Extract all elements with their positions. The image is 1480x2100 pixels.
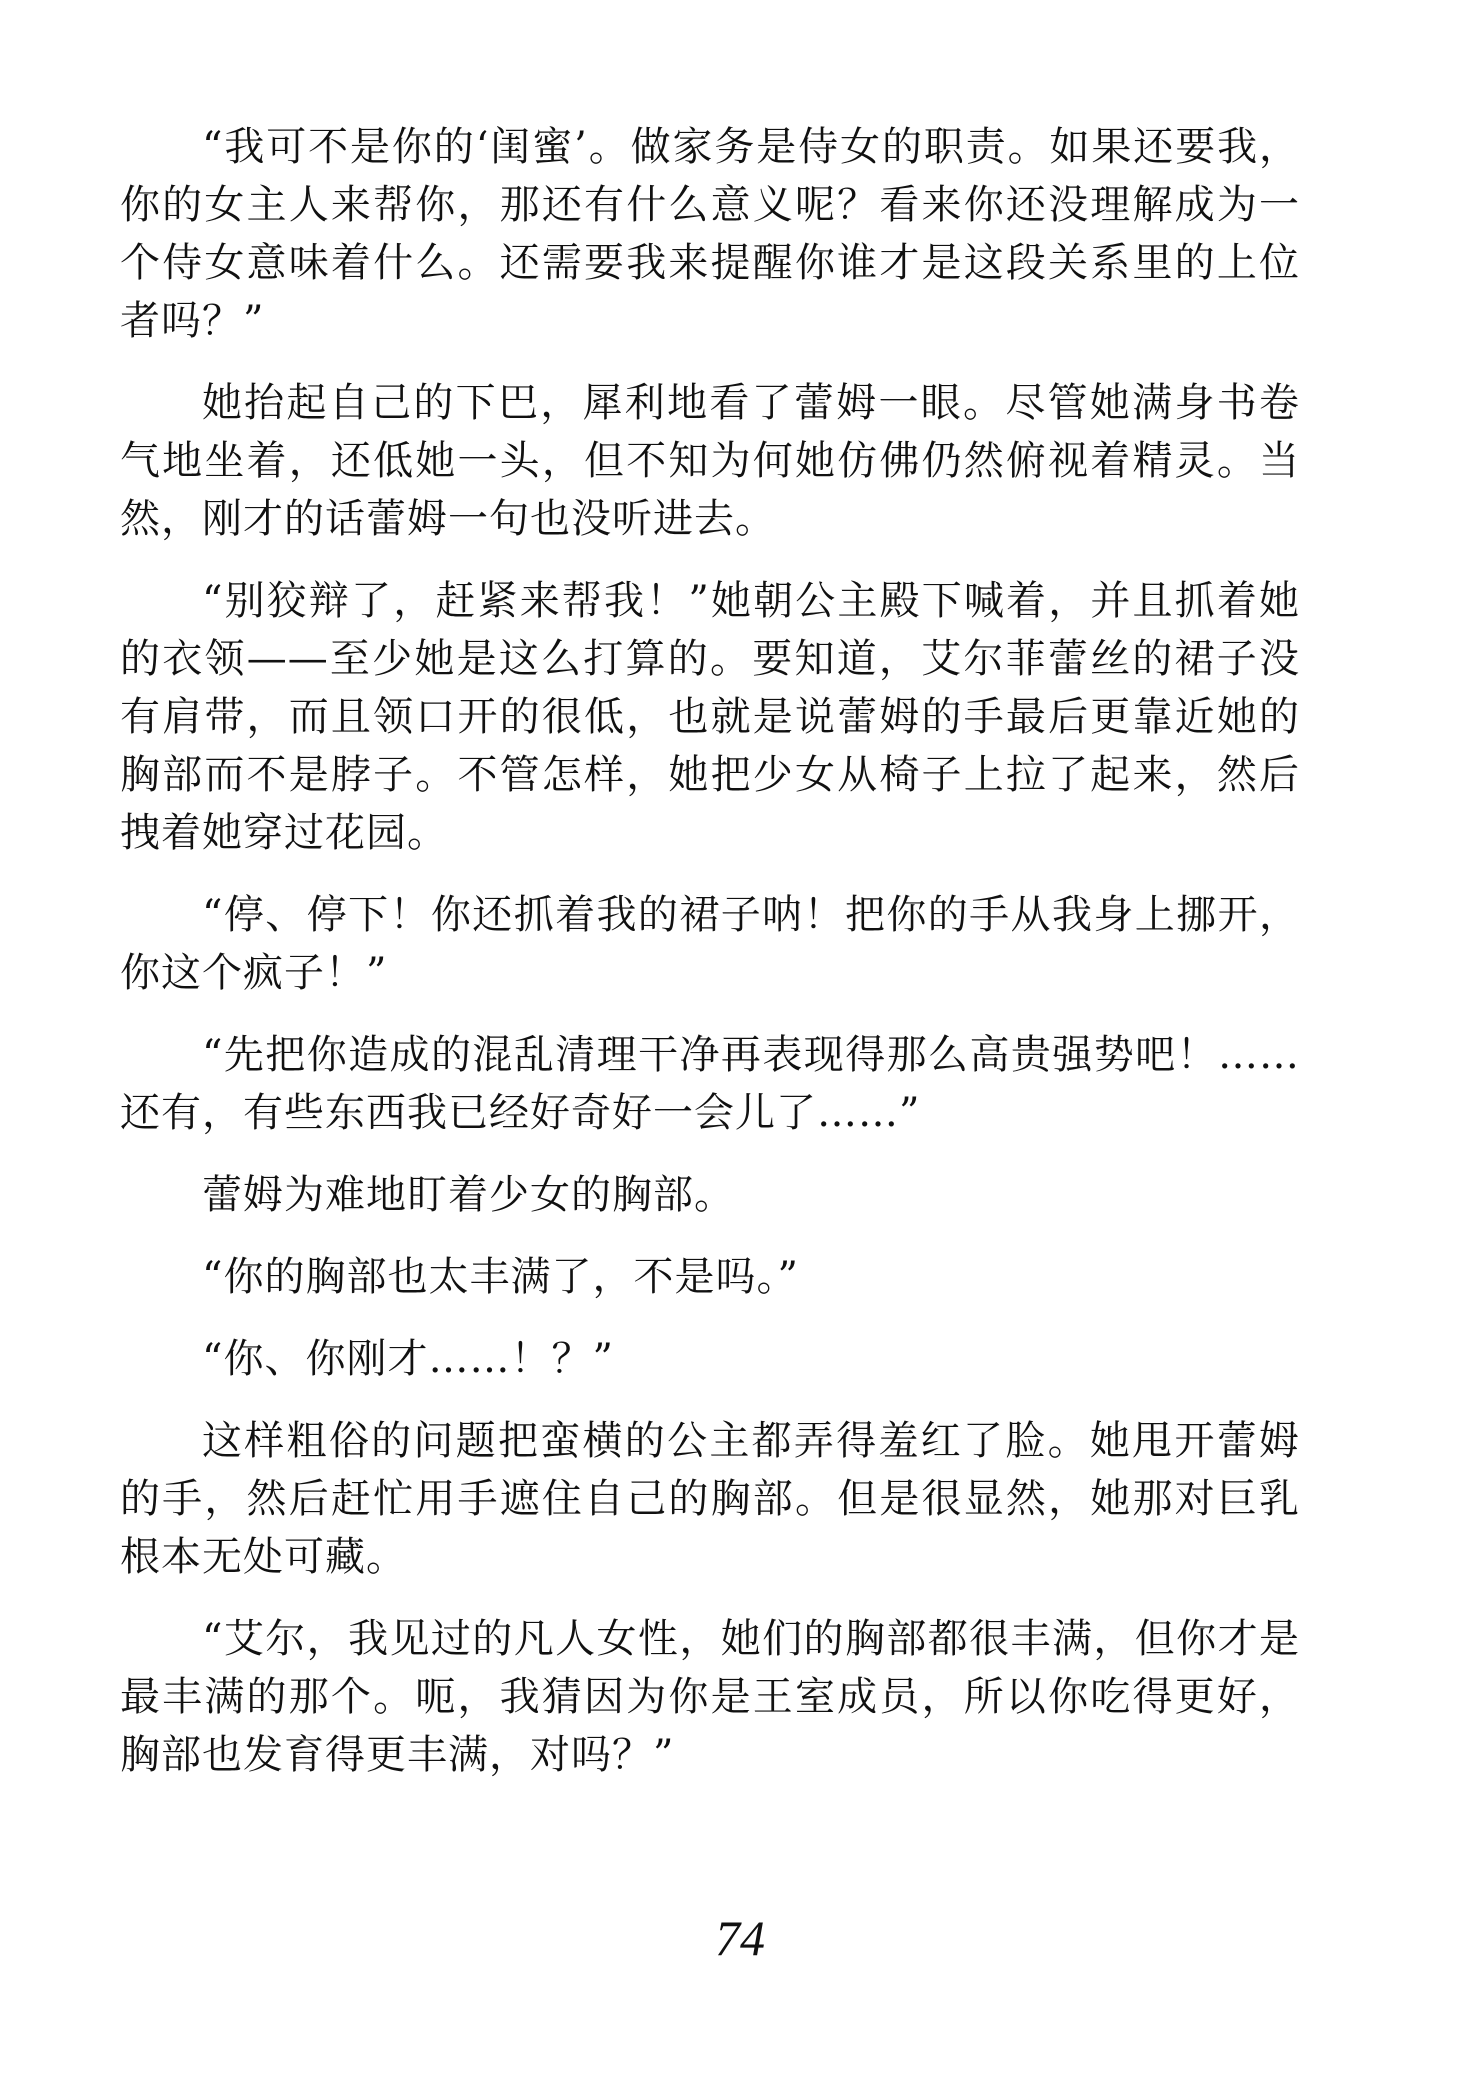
paragraph: “你、你刚才……！？” — [202, 1336, 614, 1382]
paragraph: “艾尔，我见过的凡人女性，她们的胸部都很丰满，但你才是最丰满的那个。呃，我猜因为你是王室成员，所以你吃得更好，胸部也发育得更丰满，对吗？” — [120, 1616, 1300, 1778]
paragraph: “先把你造成的混乱清理干净再表现得那么高贵强势吧！……还有，有些东西我已经好奇好一会儿了……” — [120, 1032, 1300, 1136]
paragraph: “别狡辩了，赶紧来帮我！”她朝公主殿下喊着，并且抓着她的衣领——至少她是这么打算的。要知道，艾尔菲蕾丝的裙子没有肩带，而且领口开的很低，也就是说蕾姆的手最后更靠近她的胸部而不是脖子。不管怎样，她把少女从椅子上拉了起来，然后拽着她穿过花园。 — [120, 578, 1300, 856]
paragraph: “你的胸部也太丰满了，不是吗。” — [202, 1254, 799, 1300]
body-text — [120, 118, 1300, 1808]
paragraph: 这样粗俗的问题把蛮横的公主都弄得羞红了脸。她甩开蕾姆的手，然后赶忙用手遮住自己的胸部。但是很显然，她那对巨乳根本无处可藏。 — [120, 1418, 1300, 1580]
page-number: 74 — [715, 1910, 765, 1966]
paragraph: 蕾姆为难地盯着少女的胸部。 — [202, 1172, 735, 1218]
paragraph: “我可不是你的‘闺蜜’。做家务是侍女的职责。如果还要我，你的女主人来帮你，那还有什么意义呢？看来你还没理解成为一个侍女意味着什么。还需要我来提醒你谁才是这段关系里的上位者吗？” — [120, 124, 1300, 344]
paragraph: “停、停下！你还抓着我的裙子呐！把你的手从我身上挪开，你这个疯子！” — [120, 892, 1300, 996]
paragraph: 她抬起自己的下巴，犀利地看了蕾姆一眼。尽管她满身书卷气地坐着，还低她一头，但不知为何她仿佛仍然俯视着精灵。当然，刚才的话蕾姆一句也没听进去。 — [120, 380, 1300, 542]
